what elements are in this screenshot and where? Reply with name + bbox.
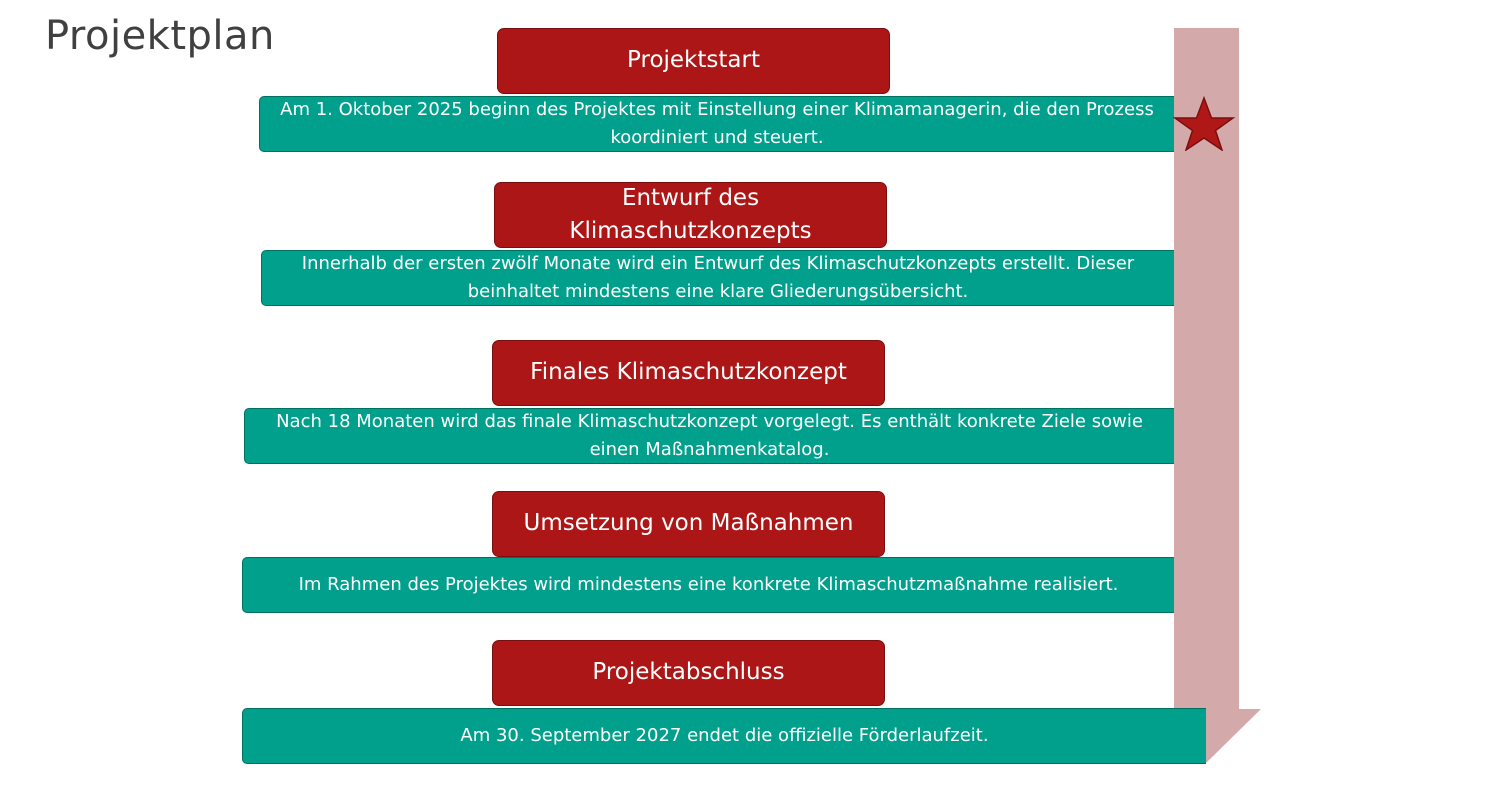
stage-heading-finales-konzept: Finales Klimaschutzkonzept (492, 340, 885, 406)
stage-heading-projektabschluss: Projektabschluss (492, 640, 885, 706)
stage-description-umsetzung: Im Rahmen des Projektes wird mindestens eine konkrete Klimaschutzmaßnahme realisiert. (242, 557, 1174, 613)
page-title: Projektplan (45, 13, 275, 59)
star-icon (1172, 95, 1236, 151)
stage-description-finales-konzept: Nach 18 Monaten wird das finale Klimaschutzkonzept vorgelegt. Es enthält konkrete Ziele sowie einen Maßnahmenkatalog. (244, 408, 1174, 464)
stage-description-projektabschluss: Am 30. September 2027 endet die offizielle Förderlaufzeit. (242, 708, 1206, 764)
stage-description-entwurf: Innerhalb der ersten zwölf Monate wird ein Entwurf des Klimaschutzkonzepts erstellt. Dieser beinhaltet mindestens eine klare Gliederungsübersicht. (261, 250, 1174, 306)
stage-description-projektstart: Am 1. Oktober 2025 beginn des Projektes mit Einstellung einer Klimamanagerin, die den Prozess koordiniert und steuert. (259, 96, 1174, 152)
stage-heading-umsetzung: Umsetzung von Maßnahmen (492, 491, 885, 557)
stage-heading-entwurf: Entwurf des Klimaschutzkonzepts (494, 182, 887, 248)
stage-heading-projektstart: Projektstart (497, 28, 890, 94)
